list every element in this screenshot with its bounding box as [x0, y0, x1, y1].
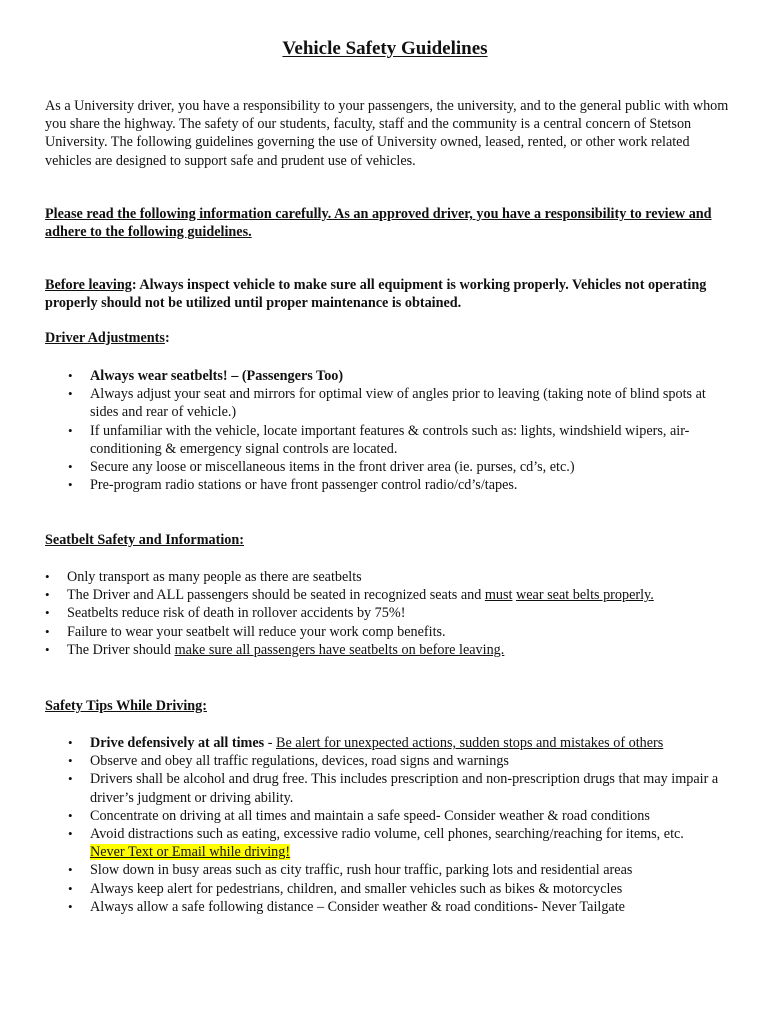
list-item — [45, 623, 737, 641]
list-item-text: Seatbelts reduce risk of death in rollover accidents by 75%! — [67, 605, 406, 622]
list-item — [68, 422, 730, 458]
highlighted-warning: Never Text or Email while driving! — [90, 844, 291, 861]
notice-paragraph: Please read the following information carefully. As an approved driver, you have a responsibility to review and adhere to the following guidelines. — [45, 206, 712, 241]
bullet-icon: • — [45, 623, 50, 639]
bullet-icon: • — [68, 807, 73, 823]
list-item-underlined: must — [484, 587, 513, 604]
bullet-icon: • — [68, 735, 73, 750]
list-item — [68, 807, 735, 825]
list-item — [68, 770, 735, 806]
seatbelt-heading-text: Seatbelt Safety and Information: — [45, 532, 245, 548]
bullet-icon: • — [68, 826, 73, 842]
intro-paragraph: As a University driver, you have a responsibility to your passengers, the university, and to the general public with whom you share the highway. The safety of our students, faculty, staff and the community is a central concern of Stetson University. The following guidelines governing the use of University owned, leased, rented, or other work related vehicles are designed to support safe and prudent use of vehicles. — [45, 98, 729, 169]
list-item-text: The Driver should — [67, 641, 175, 658]
before-leaving-paragraph — [45, 276, 735, 312]
list-item-text: Only transport as many people as there are seatbelts — [67, 569, 362, 585]
list-item — [68, 861, 735, 879]
list-item-text: Always adjust your seat and mirrors for optimal view of angles prior to leaving (taking note of blind spots at sides and rear of vehicle.) — [90, 386, 706, 421]
list-item — [45, 604, 737, 622]
list-item-text: Always keep alert for pedestrians, children, and smaller vehicles such as bikes & motorcycles — [90, 880, 623, 897]
list-item-text: Drivers shall be alcohol and drug free. This includes prescription and non-prescription drugs that may impair a driver’s judgment or driving ability. — [90, 771, 719, 806]
seatbelt-list — [45, 568, 737, 659]
list-item-bold: Drive defensively at all times — [90, 735, 265, 751]
seatbelt-heading — [45, 531, 244, 549]
list-item — [45, 641, 737, 659]
bullet-icon: • — [68, 368, 73, 383]
list-item-text: Concentrate on driving at all times and maintain a safe speed- Consider weather & road conditions — [90, 807, 650, 824]
list-item — [45, 568, 737, 586]
list-item-text: If unfamiliar with the vehicle, locate important features & controls such as: lights, windshield wipers, air-conditioning & emergency signal controls are located. — [90, 422, 690, 457]
list-item — [68, 476, 730, 494]
bullet-icon: • — [68, 386, 73, 402]
list-item-text: The Driver and ALL passengers should be seated in recognized seats and — [67, 587, 485, 604]
before-leaving-text: Always inspect vehicle to make sure all equipment is working properly. Vehicles not operating properly should not be utilized until proper maintenance is obtained. — [45, 277, 707, 312]
list-item — [68, 367, 730, 385]
list-item-text: Always allow a safe following distance – Consider weather & road conditions- Never Tailgate — [90, 898, 625, 915]
list-item — [68, 752, 735, 770]
bullet-icon: • — [68, 771, 73, 787]
list-item — [68, 880, 735, 898]
bullet-icon: • — [68, 477, 73, 493]
list-item-text: Slow down in busy areas such as city traffic, rush hour traffic, parking lots and residential areas — [90, 862, 633, 879]
list-item — [68, 898, 735, 916]
bullet-icon: • — [45, 569, 50, 584]
list-item-text: Pre-program radio stations or have front passenger control radio/cd’s/tapes. — [90, 477, 518, 494]
bullet-icon: • — [45, 587, 50, 603]
bullet-icon: • — [68, 898, 73, 914]
list-item — [68, 734, 735, 752]
before-leaving-colon: : — [131, 277, 137, 293]
before-leaving-lead: Before leaving — [45, 277, 132, 293]
list-item-underlined: make sure all passengers have seatbelts on before leaving. — [174, 641, 505, 658]
driver-adjustments-list — [68, 367, 730, 494]
list-item-underlined: Be alert for unexpected actions, sudden stops and mistakes of others — [275, 735, 664, 751]
bullet-icon: • — [68, 459, 73, 475]
list-item — [68, 825, 735, 861]
list-item — [68, 458, 730, 476]
list-item — [68, 385, 730, 421]
driver-adjustments-heading — [45, 329, 170, 347]
driver-adjustments-heading-text: Driver Adjustments — [45, 330, 165, 346]
safety-tips-heading — [45, 697, 207, 715]
list-item-separator: - — [264, 735, 276, 751]
list-item-text: Secure any loose or miscellaneous items in the front driver area (ie. purses, cd’s, etc.) — [90, 459, 575, 476]
list-item — [45, 586, 737, 604]
list-item-text: Failure to wear your seatbelt will reduce your work comp benefits. — [67, 623, 446, 640]
safety-tips-list — [68, 734, 735, 916]
bullet-icon: • — [45, 605, 50, 621]
list-item-text: Observe and obey all traffic regulations, devices, road signs and warnings — [90, 753, 509, 770]
bullet-icon: • — [68, 862, 73, 878]
page-title: Vehicle Safety Guidelines — [282, 38, 488, 59]
bullet-icon: • — [45, 641, 50, 657]
bullet-icon: • — [68, 880, 73, 896]
driver-adjustments-heading-colon: : — [164, 330, 170, 346]
safety-tips-heading-text: Safety Tips While Driving: — [45, 698, 207, 714]
bullet-icon: • — [68, 422, 73, 438]
bullet-icon: • — [68, 753, 73, 769]
list-item-text: Always wear seatbelts! – (Passengers Too) — [90, 368, 344, 384]
list-item-text: Avoid distractions such as eating, excessive radio volume, cell phones, searching/reaching for items, etc. — [90, 826, 684, 843]
list-item-underlined: wear seat belts properly. — [516, 587, 654, 604]
